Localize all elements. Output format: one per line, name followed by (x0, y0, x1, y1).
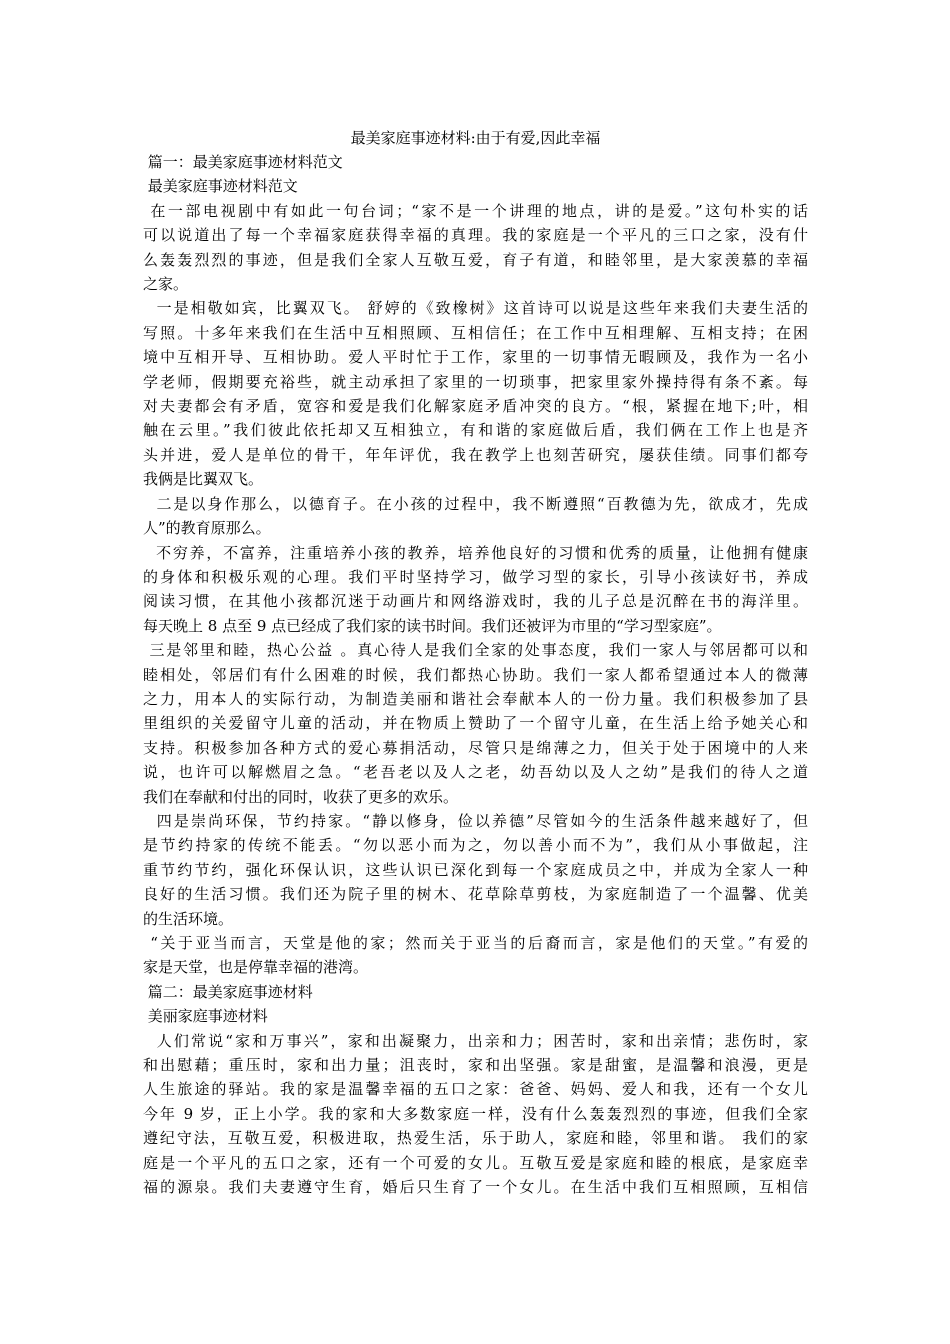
text-line: 说，也许可以解燃眉之急。“老吾老以及人之老，幼吾幼以及人之幼”是我们的待人之道 (143, 763, 808, 782)
text-line: 人们常说“家和万事兴”，家和出凝聚力，出亲和力；困苦时，家和出亲情；悲伤时，家 (143, 1031, 808, 1050)
text-line: 良好的生活习惯。我们还为院子里的树木、花草除草剪枝，为家庭制造了一个温馨、优美 (143, 885, 808, 904)
text-line: 和出慰藉；重压时，家和出力量；沮丧时，家和出坚强。家是甜蜜，是温馨和浪漫，更是 (143, 1056, 808, 1075)
text-line: 二是以身作那么，以德育子。在小孩的过程中，我不断遵照“百教德为先，欲成才，先成 (143, 494, 808, 513)
document-page (143, 126, 808, 1199)
text-line: 美丽家庭事迹材料 (143, 1007, 268, 1026)
text-line: 家是天堂，也是停靠幸福的港湾。 (143, 958, 369, 977)
text-line: 么轰轰烈烈的事迹，但是我们全家人互敬互爱，育子有道，和睦邻里，是大家羡慕的幸福 (143, 250, 808, 269)
document-body (143, 150, 808, 1199)
text-line: 篇一：最美家庭事迹材料范文 (143, 153, 343, 171)
text-line: 的生活环境。 (143, 909, 234, 928)
text-line: 我们在奉献和付出的同时，收获了更多的欢乐。 (143, 787, 459, 806)
text-line: 人”的教育原那么。 (143, 519, 271, 538)
text-line: 之力，用本人的实际行动，为制造美丽和谐社会奉献本人的一份力量。我们积极参加了县 (143, 689, 808, 708)
text-line: 最美家庭事迹材料范文 (143, 177, 298, 196)
text-line: 之家。 (143, 275, 189, 294)
text-line: 三是邻里和睦，热心公益 。真心待人是我们全家的处事态度，我们一家人与邻居都可以和 (143, 641, 808, 660)
text-line: 我俩是比翼双飞。 (143, 470, 264, 489)
text-line: 庭是一个平凡的五口之家，还有一个可爱的女儿。互敬互爱是家庭和睦的根底，是家庭幸 (143, 1153, 808, 1172)
text-line: 阅读习惯，在其他小孩都沉迷于动画片和网络游戏时，我的儿子总是沉醉在书的海洋里。 (143, 592, 808, 611)
text-line: 写照。十多年来我们在生活中互相照顾、互相信任；在工作中互相理解、互相支持；在困 (143, 323, 808, 342)
text-line: “关于亚当而言，天堂是他的家；然而关于亚当的后裔而言，家是他们的天堂。”有爱的 (143, 934, 808, 952)
text-line: 境中互相开导、互相协助。爱人平时忙于工作，家里的一切事情无暇顾及，我作为一名小 (143, 348, 808, 367)
text-line: 的身体和积极乐观的心理。我们平时坚持学习，做学习型的家长，引导小孩读好书，养成 (143, 567, 808, 586)
text-line: 在一部电视剧中有如此一句台词；“家不是一个讲理的地点，讲的是爱。”这句朴实的话 (143, 201, 808, 220)
text-line: 每天晚上 8 点至 9 点已经成了我们家的读书时间。我们还被评为市里的“学习型家庭”。 (143, 616, 722, 635)
text-line: 今年 9 岁，正上小学。我的家和大多数家庭一样，没有什么轰轰烈烈的事迹，但我们全家 (143, 1104, 808, 1123)
text-line: 四是崇尚环保，节约持家。“静以修身，俭以养德”尽管如今的生活条件越来越好了，但 (143, 811, 808, 830)
text-line: 人生旅途的驿站。我的家是温馨幸福的五口之家：爸爸、妈妈、爱人和我，还有一个女儿 (143, 1080, 808, 1099)
text-line: 对夫妻都会有矛盾，宽容和爱是我们化解家庭矛盾冲突的良方。“根，紧握在地下;叶，相 (143, 397, 808, 416)
text-line: 是节约持家的传统不能丢。“勿以恶小而为之，勿以善小而不为”，我们从小事做起，注 (143, 836, 808, 855)
text-line: 遵纪守法，互敬互爱，积极进取，热爱生活，乐于助人，家庭和睦，邻里和谐。 我们的家 (143, 1129, 808, 1148)
document-title: 最美家庭事迹材料:由于有爱,因此幸福 (350, 129, 601, 147)
text-line: 头并进，爱人是单位的骨干，年年评优，我在教学上也刻苦研究，屡获佳绩。同事们都夸 (143, 445, 808, 464)
text-line: 不穷养，不富养，注重培养小孩的教养，培养他良好的习惯和优秀的质量，让他拥有健康 (143, 543, 808, 562)
text-line: 睦相处，邻居们有什么困难的时候，我们都热心协助。我们一家人都希望通过本人的微薄 (143, 665, 808, 684)
text-line: 里组织的关爱留守儿童的活动，并在物质上赞助了一个留守儿童，在生活上给予她关心和 (143, 714, 808, 733)
text-line: 可以说道出了每一个幸福家庭获得幸福的真理。我的家庭是一个平凡的三口之家，没有什 (143, 226, 808, 245)
text-line: 支持。积极参加各种方式的爱心募捐活动，尽管只是绵薄之力，但关于处于困境中的人来 (143, 738, 808, 757)
text-line: 触在云里。”我们彼此依托却又互相独立，有和谐的家庭做后盾，我们俩在工作上也是齐 (143, 421, 808, 440)
text-line: 篇二：最美家庭事迹材料 (143, 982, 313, 1001)
text-line: 一是相敬如宾，比翼双飞。 舒婷的《致橡树》这首诗可以说是这些年来我们夫妻生活的 (143, 299, 808, 318)
text-line: 福的源泉。我们夫妻遵守生育，婚后只生育了一个女儿。在生活中我们互相照顾，互相信 (143, 1178, 808, 1197)
text-line: 重节约节约，强化环保认识，这些认识已深化到每一个家庭成员之中，并成为全家人一种 (143, 860, 808, 879)
text-line: 学老师，假期要充裕些，就主动承担了家里的一切琐事，把家里家外操持得有条不紊。每 (143, 372, 808, 391)
